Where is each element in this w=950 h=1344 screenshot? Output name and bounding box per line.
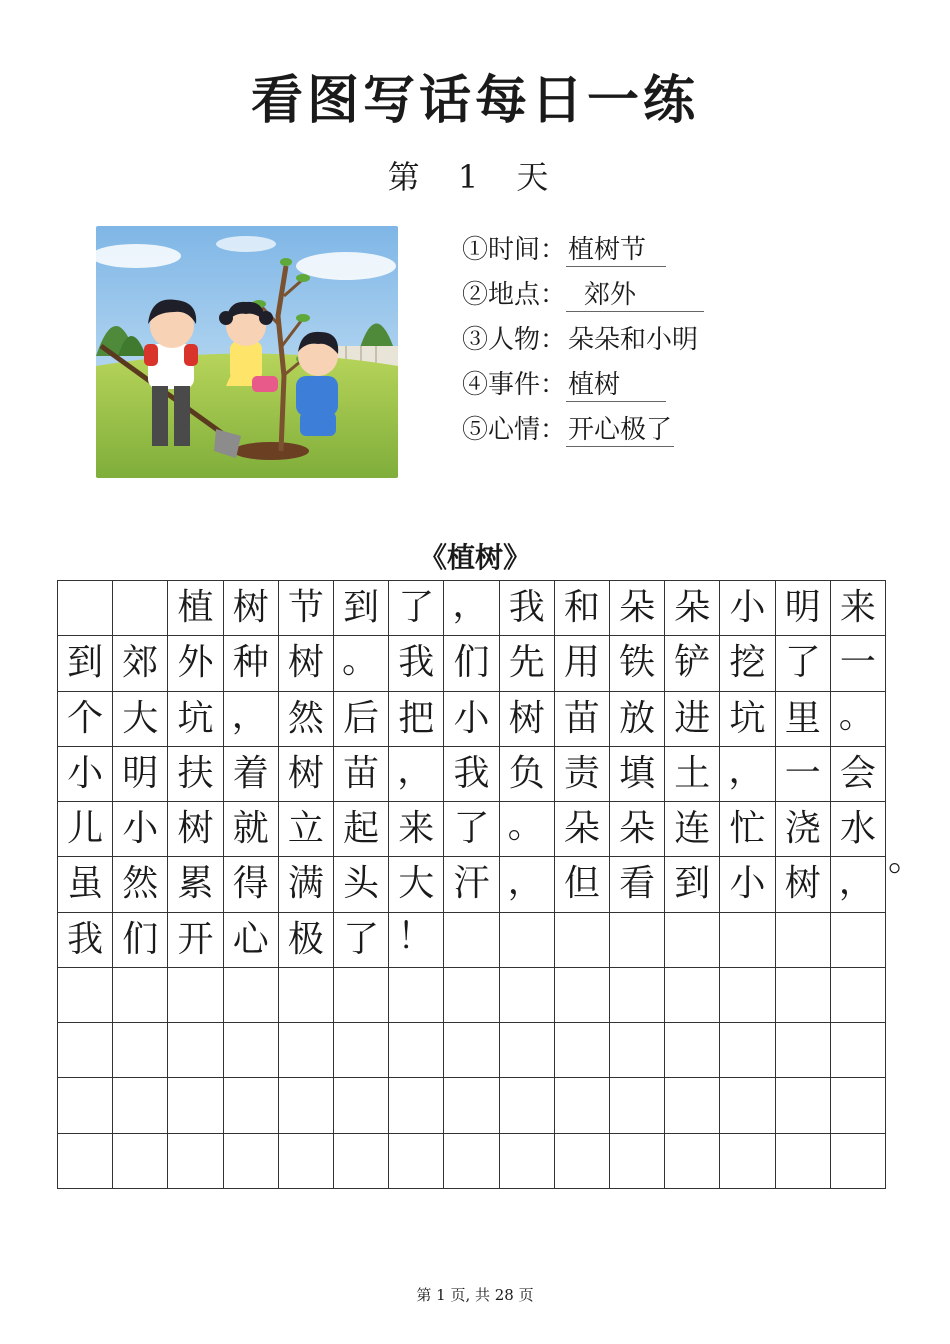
grid-cell: 了	[444, 802, 499, 857]
grid-cell	[444, 1134, 499, 1189]
grid-cell	[279, 1023, 334, 1078]
grid-cell: 来	[389, 802, 444, 857]
grid-cell	[665, 1078, 720, 1133]
grid-cell	[58, 968, 113, 1023]
grid-cell	[500, 1134, 555, 1189]
grid-cell	[500, 1023, 555, 1078]
grid-cell: 树	[224, 581, 279, 636]
info-label: ①时间：	[462, 235, 567, 265]
grid-cell: 坑	[720, 692, 775, 747]
grid-cell	[58, 581, 113, 636]
grid-cell	[720, 913, 775, 968]
grid-cell: 个	[58, 692, 113, 747]
grid-cell: 苗	[334, 747, 389, 802]
grid-cell: 得	[224, 857, 279, 912]
grid-cell	[113, 968, 168, 1023]
grid-cell: 朵	[610, 802, 665, 857]
grid-cell: 累	[168, 857, 223, 912]
grid-cell	[665, 913, 720, 968]
grid-cell	[389, 1023, 444, 1078]
grid-cell: 一	[776, 747, 831, 802]
grid-cell: 到	[58, 636, 113, 691]
grid-cell: 会	[831, 747, 886, 802]
grid-cell: 心	[224, 913, 279, 968]
info-row-event	[462, 363, 922, 408]
grid-cell: 铲	[665, 636, 720, 691]
info-value: 郊外	[566, 279, 704, 312]
grid-cell	[224, 1023, 279, 1078]
grid-cell: 虽	[58, 857, 113, 912]
grid-cell: 树	[500, 692, 555, 747]
grid-cell: 。	[334, 636, 389, 691]
grid-cell	[610, 968, 665, 1023]
grid-cell	[720, 1023, 775, 1078]
grid-cell: 大	[113, 692, 168, 747]
grid-cell	[389, 968, 444, 1023]
grid-cell	[389, 1078, 444, 1133]
grid-cell: 小	[444, 692, 499, 747]
grid-cell: 填	[610, 747, 665, 802]
writing-grid	[57, 580, 886, 1189]
info-list	[462, 228, 922, 453]
grid-cell: 水	[831, 802, 886, 857]
grid-cell	[720, 1078, 775, 1133]
grid-cell: 植	[168, 581, 223, 636]
grid-cell	[444, 1078, 499, 1133]
grid-cell: 了	[389, 581, 444, 636]
grid-cell: 浇	[776, 802, 831, 857]
children-planting-tree-illustration	[96, 226, 398, 478]
grid-cell: 外	[168, 636, 223, 691]
info-row-people	[462, 318, 922, 363]
grid-cell	[776, 913, 831, 968]
info-row-place	[462, 273, 922, 318]
info-row-time	[462, 228, 922, 273]
grid-cell: ，	[224, 692, 279, 747]
grid-cell	[224, 968, 279, 1023]
grid-cell	[334, 1134, 389, 1189]
essay-title: 《植树》	[418, 541, 531, 574]
grid-cell	[334, 1078, 389, 1133]
grid-cell	[555, 1134, 610, 1189]
grid-cell	[279, 1078, 334, 1133]
page-title: 看图写话每日一练	[250, 71, 699, 131]
overflow-punctuation: 。	[888, 838, 925, 879]
page-number: 第 1 页, 共 28 页	[416, 1286, 534, 1304]
grid-cell: 明	[776, 581, 831, 636]
grid-cell	[58, 1134, 113, 1189]
grid-cell	[168, 1078, 223, 1133]
grid-cell: 小	[720, 857, 775, 912]
grid-cell	[444, 1023, 499, 1078]
grid-cell	[831, 1023, 886, 1078]
grid-cell: ，	[500, 857, 555, 912]
grid-cell	[279, 1134, 334, 1189]
grid-cell: 小	[58, 747, 113, 802]
grid-cell	[555, 968, 610, 1023]
grid-cell: ，	[389, 747, 444, 802]
grid-cell	[58, 1078, 113, 1133]
grid-cell	[555, 1078, 610, 1133]
info-label: ③人物：	[462, 325, 567, 355]
grid-cell: ！	[389, 913, 444, 968]
grid-cell: 责	[555, 747, 610, 802]
grid-cell	[665, 1134, 720, 1189]
grid-cell: 到	[334, 581, 389, 636]
grid-cell: 极	[279, 913, 334, 968]
grid-cell	[776, 1023, 831, 1078]
grid-cell: 朵	[665, 581, 720, 636]
grid-cell: 们	[113, 913, 168, 968]
grid-cell	[555, 913, 610, 968]
grid-cell: 汗	[444, 857, 499, 912]
grid-cell: 进	[665, 692, 720, 747]
grid-cell: 我	[444, 747, 499, 802]
grid-cell: 放	[610, 692, 665, 747]
grid-cell	[665, 1023, 720, 1078]
grid-cell	[776, 1078, 831, 1133]
grid-cell	[831, 1134, 886, 1189]
grid-cell: 然	[279, 692, 334, 747]
grid-cell: 种	[224, 636, 279, 691]
grid-cell: 树	[279, 636, 334, 691]
info-label: ⑤心情：	[462, 415, 567, 445]
grid-cell: 然	[113, 857, 168, 912]
grid-cell: 来	[831, 581, 886, 636]
grid-cell: 看	[610, 857, 665, 912]
grid-cell: 小	[113, 802, 168, 857]
grid-cell: 起	[334, 802, 389, 857]
grid-cell: 用	[555, 636, 610, 691]
grid-cell: 我	[500, 581, 555, 636]
grid-cell	[58, 1023, 113, 1078]
grid-cell	[720, 968, 775, 1023]
grid-cell	[224, 1134, 279, 1189]
grid-cell: 后	[334, 692, 389, 747]
grid-cell: 小	[720, 581, 775, 636]
grid-cell	[610, 1023, 665, 1078]
info-value: 植树	[566, 369, 666, 402]
grid-cell: 先	[500, 636, 555, 691]
info-label: ②地点：	[462, 280, 567, 310]
grid-cell: 开	[168, 913, 223, 968]
illustration-image	[96, 226, 398, 478]
grid-cell	[168, 1134, 223, 1189]
grid-cell: 着	[224, 747, 279, 802]
grid-cell: 挖	[720, 636, 775, 691]
grid-cell	[224, 1078, 279, 1133]
grid-cell: 连	[665, 802, 720, 857]
grid-cell: 们	[444, 636, 499, 691]
grid-cell	[831, 913, 886, 968]
grid-cell: 铁	[610, 636, 665, 691]
grid-cell	[555, 1023, 610, 1078]
grid-cell: 到	[665, 857, 720, 912]
info-value: 植树节	[566, 234, 666, 267]
grid-cell	[776, 1134, 831, 1189]
grid-cell	[831, 1078, 886, 1133]
info-value: 开心极了	[568, 415, 673, 445]
grid-cell: 把	[389, 692, 444, 747]
grid-cell: 但	[555, 857, 610, 912]
grid-cell	[113, 1023, 168, 1078]
grid-cell: 满	[279, 857, 334, 912]
grid-cell: 立	[279, 802, 334, 857]
grid-cell	[776, 968, 831, 1023]
grid-cell: 就	[224, 802, 279, 857]
grid-cell: ，	[444, 581, 499, 636]
grid-cell	[168, 1023, 223, 1078]
grid-cell: 郊	[113, 636, 168, 691]
grid-cell: 负	[500, 747, 555, 802]
grid-cell	[334, 968, 389, 1023]
info-label: ④事件：	[462, 370, 567, 400]
grid-cell	[500, 968, 555, 1023]
grid-cell: 了	[334, 913, 389, 968]
grid-cell	[500, 913, 555, 968]
grid-cell: 我	[389, 636, 444, 691]
grid-cell: 苗	[555, 692, 610, 747]
grid-cell	[113, 1134, 168, 1189]
grid-cell: 头	[334, 857, 389, 912]
grid-cell	[279, 968, 334, 1023]
grid-cell: 和	[555, 581, 610, 636]
grid-cell: 忙	[720, 802, 775, 857]
grid-cell: 树	[279, 747, 334, 802]
grid-cell: 扶	[168, 747, 223, 802]
grid-cell	[389, 1134, 444, 1189]
grid-cell	[831, 968, 886, 1023]
grid-cell: 一	[831, 636, 886, 691]
grid-cell: 我	[58, 913, 113, 968]
grid-cell: 树	[776, 857, 831, 912]
grid-cell	[610, 1134, 665, 1189]
info-value: 朵朵和小明	[568, 325, 699, 355]
grid-cell	[665, 968, 720, 1023]
grid-cell	[444, 913, 499, 968]
grid-cell	[444, 968, 499, 1023]
grid-cell: 。	[831, 692, 886, 747]
grid-cell: 土	[665, 747, 720, 802]
grid-cell: 朵	[555, 802, 610, 857]
grid-cell: 坑	[168, 692, 223, 747]
grid-cell	[720, 1134, 775, 1189]
grid-cell: 了	[776, 636, 831, 691]
grid-cell: 里	[776, 692, 831, 747]
info-row-mood	[462, 408, 922, 453]
grid-cell	[500, 1078, 555, 1133]
grid-cell: ，	[720, 747, 775, 802]
day-label: 第 1 天	[387, 158, 563, 196]
grid-cell	[334, 1023, 389, 1078]
grid-cell: 明	[113, 747, 168, 802]
grid-cell: 朵	[610, 581, 665, 636]
grid-cell	[113, 581, 168, 636]
grid-cell: 儿	[58, 802, 113, 857]
grid-cell	[610, 913, 665, 968]
grid-cell: 大	[389, 857, 444, 912]
grid-cell: ，	[831, 857, 886, 912]
grid-cell: 节	[279, 581, 334, 636]
grid-cell	[113, 1078, 168, 1133]
grid-cell	[610, 1078, 665, 1133]
grid-cell: 。	[500, 802, 555, 857]
grid-cell: 树	[168, 802, 223, 857]
grid-cell	[168, 968, 223, 1023]
